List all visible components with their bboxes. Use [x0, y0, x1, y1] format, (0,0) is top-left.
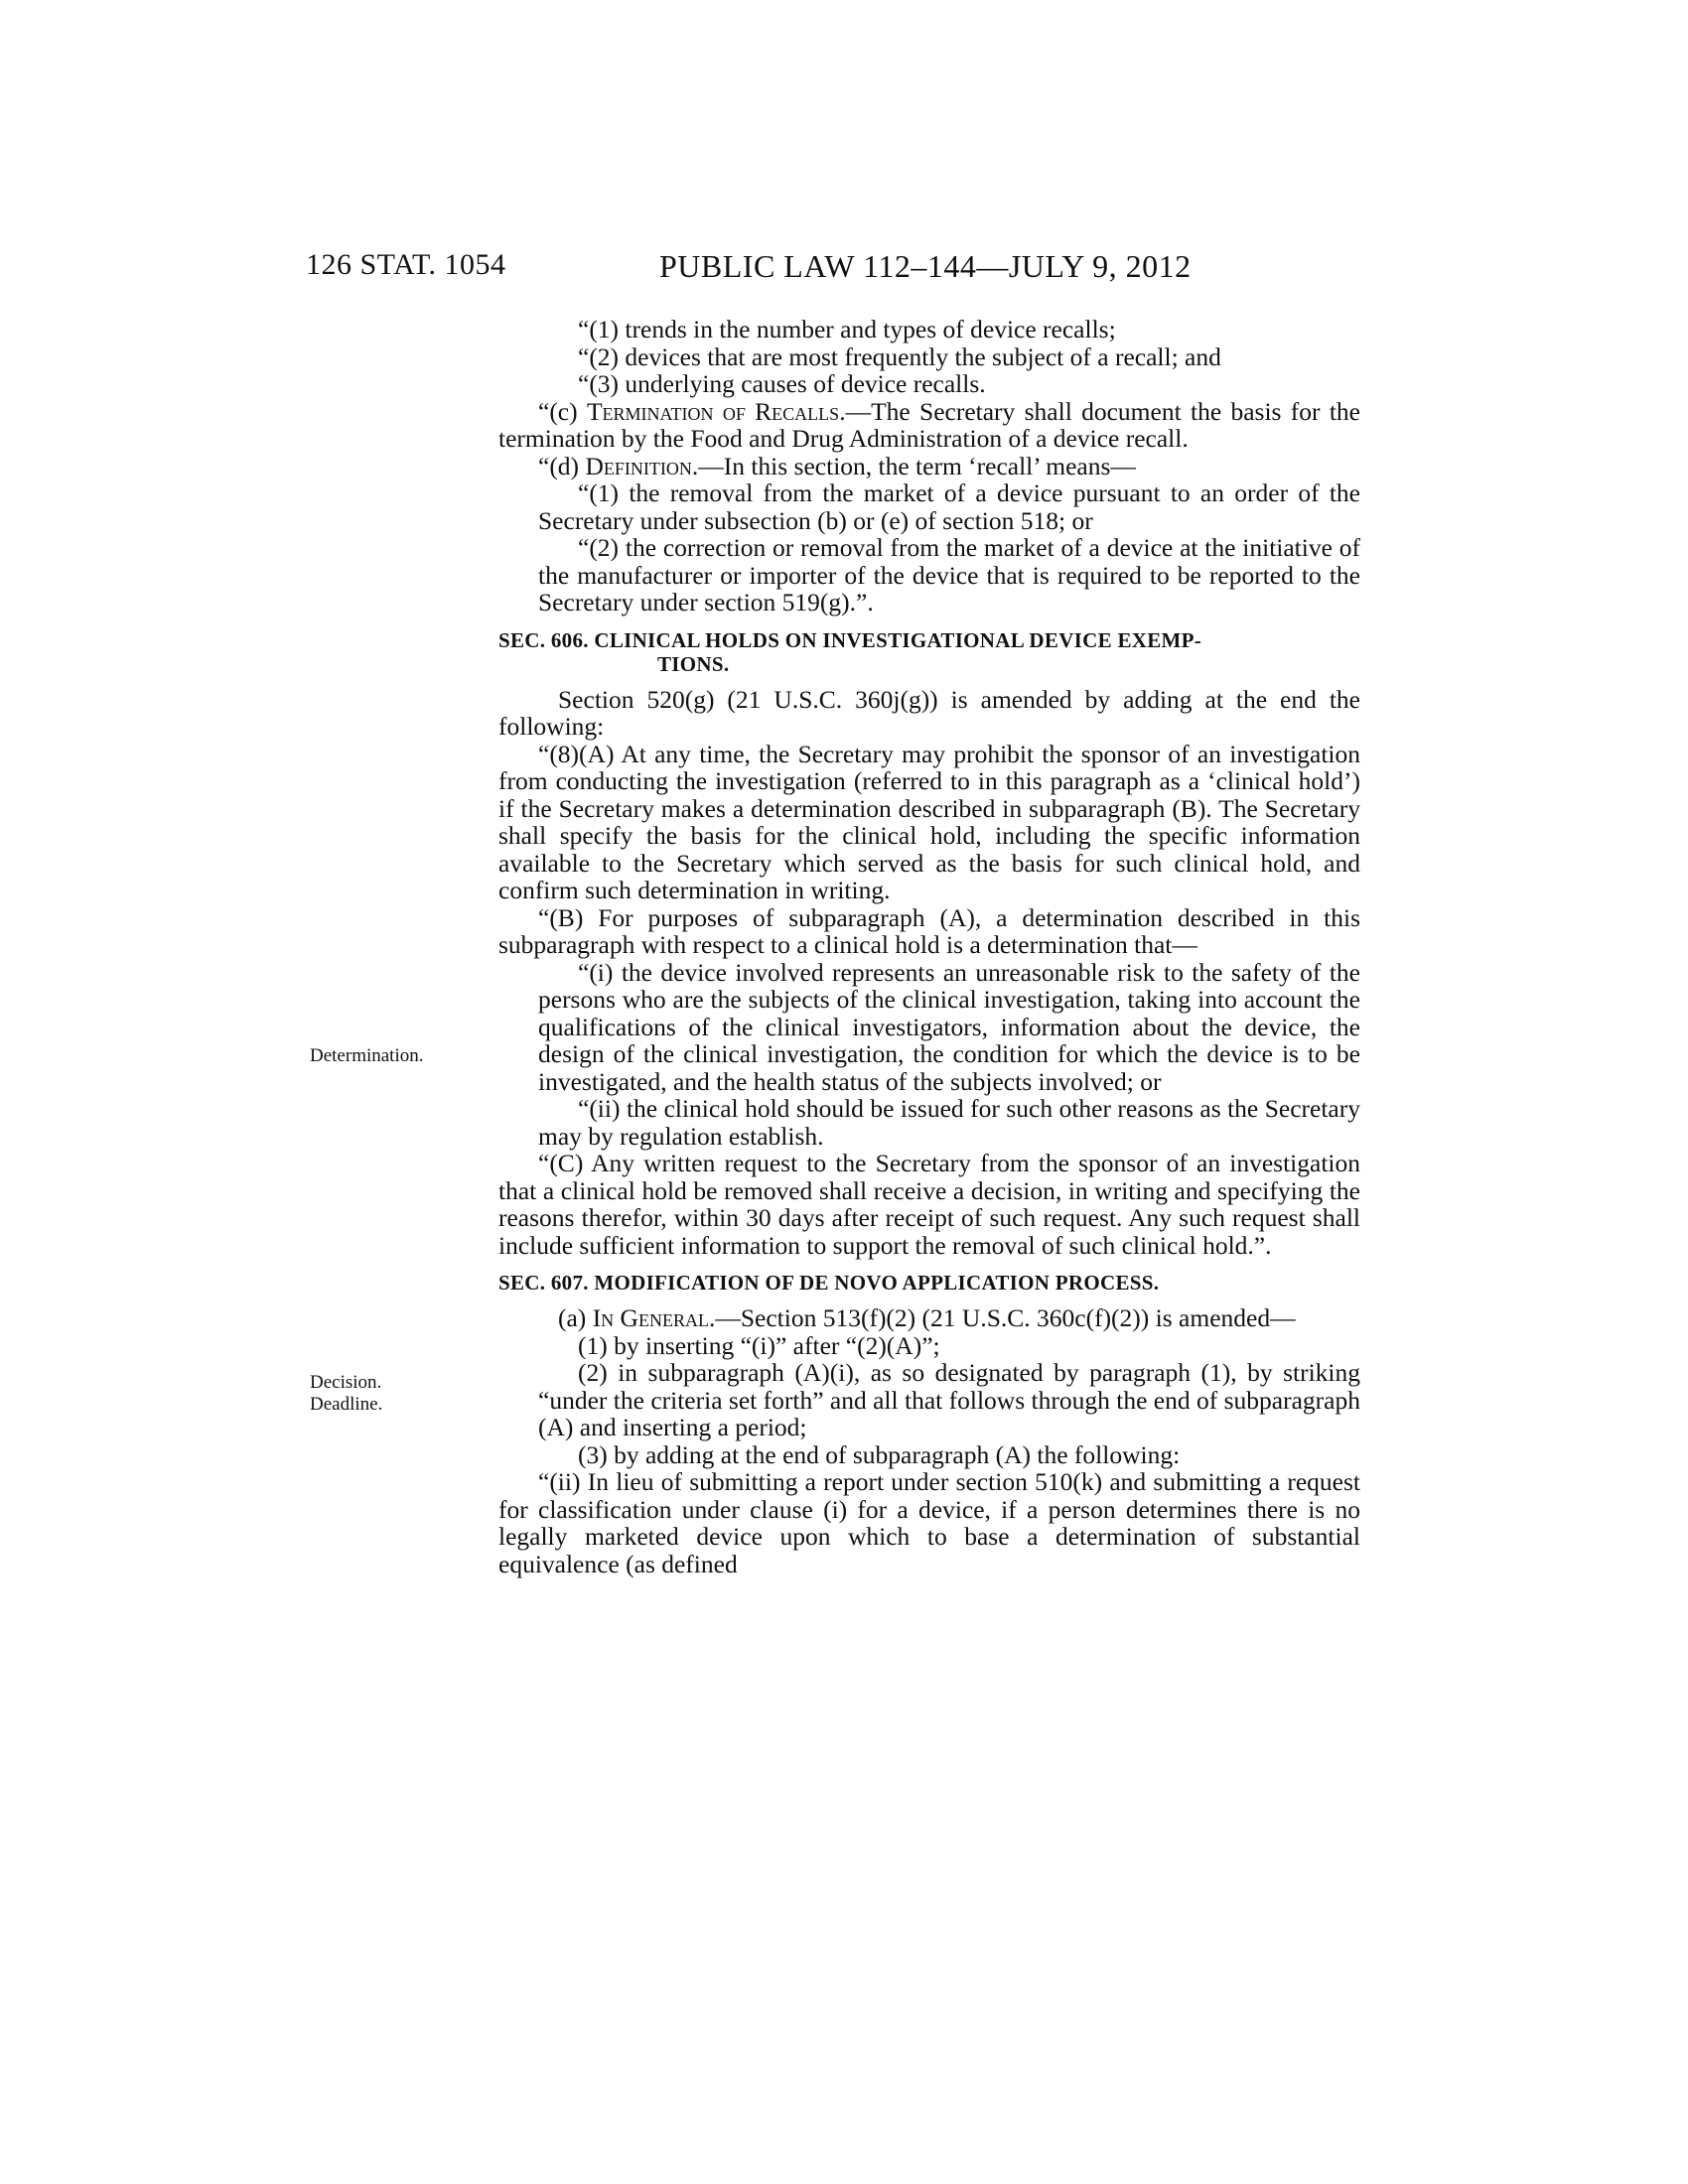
margin-note-deadline: Deadline.: [310, 1394, 383, 1415]
margin-note-decision-deadline: [310, 1372, 382, 1416]
definition-heading: Definition: [585, 451, 692, 480]
paragraph-amend-2: (2) in subparagraph (A)(i), as so designated by paragraph (1), by striking “under the criteria set forth” and all that follows through the end of subparagraph (A) and inserting a period;: [538, 1358, 1360, 1441]
section-606-heading-line2: TIONS.: [657, 651, 730, 676]
margin-note-decision: Decision.: [310, 1372, 382, 1393]
definition-text: .—In this section, the term ‘recall’ means—: [691, 451, 1136, 480]
paragraph-clinical-hold-b-ii: “(ii) the clinical hold should be issued for such other reasons as the Secretary may by regulation establish.: [538, 1094, 1360, 1151]
paragraph-clinical-hold-b-i: “(i) the device involved represents an unreasonable risk to the safety of the persons who are the subjects of the clinical investigation, taking into account the qualifications of the clinical investigators, information about the device, the design of the clinical investigation, the condition for which the device is to be investigated, and the health status of the subjects involved; or: [538, 957, 1360, 1096]
paragraph-termination-of-recalls: [498, 398, 1360, 453]
paragraph-frequent-recall: “(2) devices that are most frequently the subject of a recall; and: [578, 341, 1221, 371]
section-607-heading: SEC. 607. MODIFICATION OF DE NOVO APPLICATION PROCESS.: [498, 1271, 1160, 1295]
in-general-text: .—Section 513(f)(2) (21 U.S.C. 360c(f)(2)) is amended—: [708, 1303, 1296, 1332]
termination-text: .—The Secretary shall document the basis for the termination by the Food and Drug Administration of a device recall.: [498, 396, 1360, 453]
paragraph-recall-trends: “(1) trends in the number and types of device recalls;: [578, 315, 1116, 343]
in-general-heading: In General: [592, 1303, 709, 1332]
paragraph-section-520g: Section 520(g) (21 U.S.C. 360j(g)) is amended by adding at the end the following:: [498, 684, 1360, 741]
paragraph-amend-3: (3) by adding at the end of subparagraph (A) the following:: [578, 1439, 1181, 1469]
page-header: [0, 248, 1688, 288]
section-606-heading-line1: SEC. 606. CLINICAL HOLDS ON INVESTIGATIONAL DEVICE EXEMP-: [498, 627, 1202, 652]
paragraph-in-general: [498, 1304, 1360, 1332]
termination-heading: Termination of Recalls: [586, 396, 840, 426]
in-general-lead: (a): [558, 1303, 593, 1332]
section-606-heading: [498, 628, 1360, 676]
margin-note-determination: Determination.: [310, 1045, 424, 1066]
public-law-title: PUBLIC LAW 112–144—JULY 9, 2012: [659, 248, 1192, 284]
paragraph-recall-causes: “(3) underlying causes of device recalls.: [578, 369, 986, 398]
paragraph-clinical-hold-c: “(C) Any written request to the Secretary from the sponsor of an investigation that a clinical hold be removed shall receive a decision, in writing and specifying the reasons therefor, within 30 days after receipt of such request. Any such request shall include sufficient information to support the removal of such clinical hold.”.: [498, 1149, 1360, 1260]
termination-lead: “(c): [538, 396, 587, 426]
paragraph-clinical-hold-a: “(8)(A) At any time, the Secretary may prohibit the sponsor of an investigation from conducting the investigation (referred to in this paragraph as a ‘clinical hold’) if the Secretary makes a determination described in subparagraph (B). The Secretary shall specify the basis for the clinical hold, including the specific information available to the Secretary which served as the basis for such clinical hold, and confirm such determination in writing.: [498, 739, 1360, 904]
paragraph-definition-1: “(1) the removal from the market of a device pursuant to an order of the Secretary under subsection (b) or (e) of section 518; or: [538, 478, 1360, 535]
paragraph-amend-ii: “(ii) In lieu of submitting a report under section 510(k) and submitting a request for classification under clause (i) for a device, if a person determines there is no legally marketed device upon which to base a determination of substantial equivalence (as defined: [498, 1467, 1360, 1578]
paragraph-definition-2: “(2) the correction or removal from the market of a device at the initiative of the manufacturer or importer of the device that is required to be reported to the Secretary under section 519(g).”.: [538, 533, 1360, 616]
definition-lead: “(d): [538, 451, 586, 480]
statute-page-number: 126 STAT. 1054: [306, 248, 506, 281]
page-body: [498, 316, 1360, 1577]
paragraph-clinical-hold-b: “(B) For purposes of subparagraph (A), a determination described in this subparagraph with respect to a clinical hold is a determination that—: [498, 902, 1360, 959]
paragraph-amend-1: (1) by inserting “(i)” after “(2)(A)”;: [578, 1330, 940, 1360]
paragraph-definition: [498, 453, 1360, 480]
